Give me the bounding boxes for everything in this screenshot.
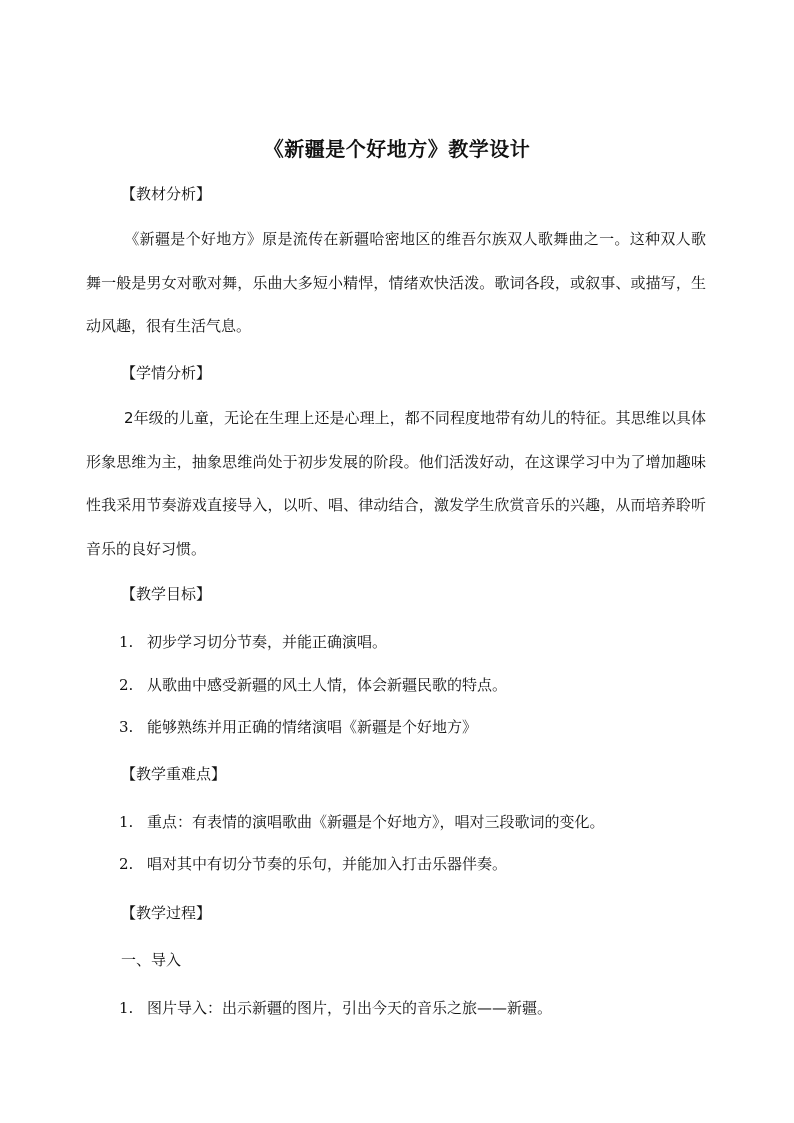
section-heading-keypoints: 【教学重难点】 [121, 765, 227, 783]
goal-item-number: 2. [119, 676, 134, 694]
goal-item-text: 能够熟练并用正确的情绪演唱《新疆是个好地方》 [147, 718, 478, 736]
process-item-text: 图片导入：出示新疆的图片，引出今天的音乐之旅——新疆。 [147, 999, 553, 1017]
section-heading-goals: 【教学目标】 [121, 585, 212, 603]
goal-item-number: 3. [119, 718, 134, 736]
section-text-material [86, 218, 706, 349]
keypoint-item-number: 1. [119, 813, 134, 831]
keypoint-item-text: 唱对其中有切分节奏的乐句，并能加入打击乐器伴奏。 [147, 855, 508, 873]
goal-item [119, 717, 477, 737]
goal-item-text: 从歌曲中感受新疆的风土人情，体会新疆民歌的特点。 [147, 676, 508, 694]
section-heading-material: 【教材分析】 [121, 185, 212, 203]
goal-item-number: 1. [119, 633, 134, 651]
goal-item-text: 初步学习切分节奏，并能正确演唱。 [147, 633, 388, 651]
goal-item [119, 632, 387, 652]
section-text-students [86, 397, 706, 571]
keypoint-item-text: 重点：有表情的演唱歌曲《新疆是个好地方》，唱对三段歌词的变化。 [147, 813, 605, 831]
process-item-number: 1. [119, 999, 134, 1017]
process-sub-heading: 一、导入 [121, 951, 182, 969]
document-title: 《新疆是个好地方》教学设计 [263, 137, 531, 161]
goal-item [119, 675, 507, 695]
section-heading-students: 【学情分析】 [121, 364, 212, 382]
students-text: 2年级的儿童，无论在生理上还是心理上，都不同程度地带有幼儿的特征。其思维以具体形象思维为主，抽象思维尚处于初步发展的阶段。他们活泼好动，在这课学习中为了增加趣味性我采用节奏游戏直接导入，以听、唱、律动结合，激发学生欣赏音乐的兴趣，从而培养聆听音乐的良好习惯。 [86, 409, 706, 558]
section-heading-process: 【教学过程】 [121, 904, 212, 922]
keypoint-item [119, 812, 605, 832]
process-item [119, 998, 552, 1018]
material-text: 《新疆是个好地方》原是流传在新疆哈密地区的维吾尔族双人歌舞曲之一。这种双人歌舞一般是男女对歌对舞，乐曲大多短小精悍，情绪欢快活泼。歌词各段，或叙事、或描写，生动风趣，很有生活气息。 [86, 230, 706, 335]
keypoint-item-number: 2. [119, 855, 134, 873]
keypoint-item [119, 854, 507, 874]
